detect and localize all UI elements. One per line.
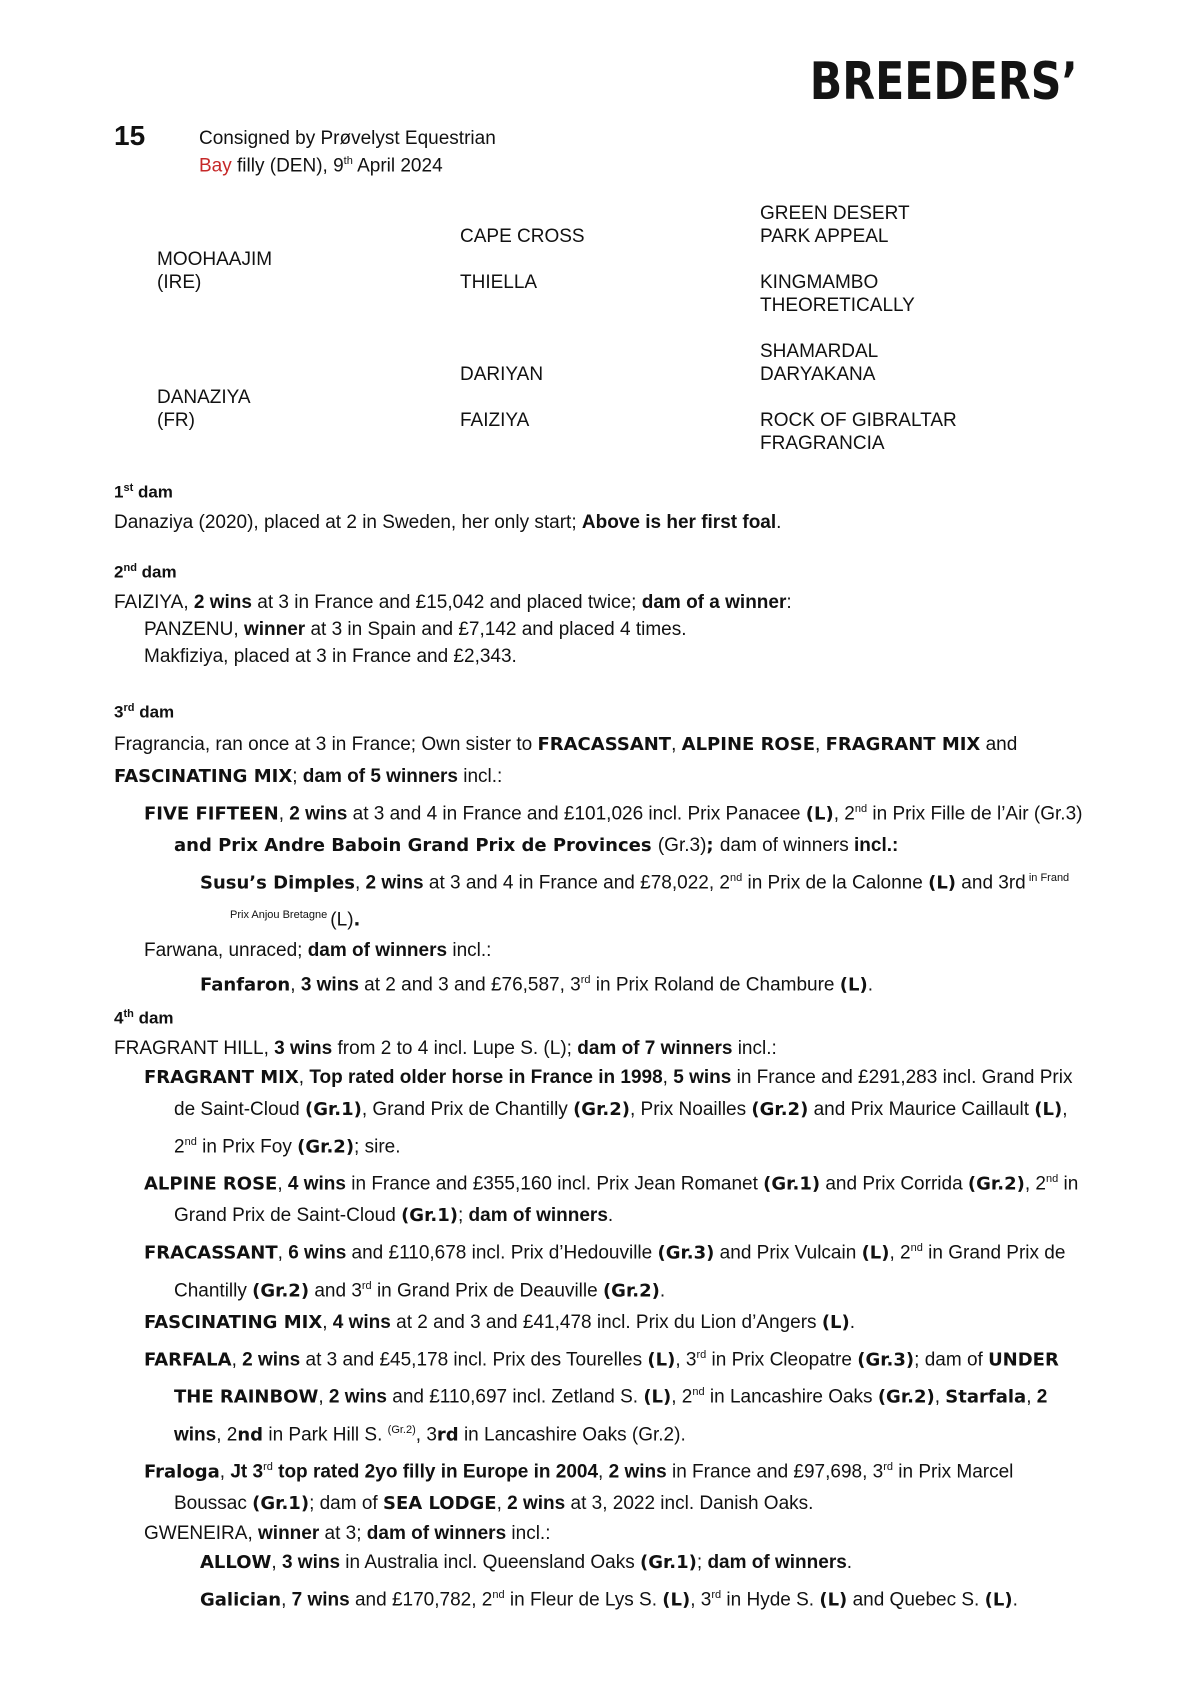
sire-country: (IRE) xyxy=(157,272,202,293)
sire-dam: THIELLA xyxy=(460,272,538,293)
sire xyxy=(157,248,272,294)
section-title: 2nd dam xyxy=(114,562,177,582)
section-title: 4th dam xyxy=(114,1008,174,1028)
third-dam-intro: Fragrancia, ran once at 3 in France; Own sister to FRACASSANT, ALPINE ROSE, FRAGRANT MIX and FASCINATING MIX; dam of 5 winners incl.: xyxy=(114,733,1018,787)
horse-description xyxy=(199,155,443,177)
g3-3: KINGMAMBO xyxy=(760,272,879,293)
consignor: Consigned by Prøvelyst Equestrian xyxy=(199,128,496,149)
alpine-rose-entry: ALPINE ROSE, 4 wins in France and £355,160 incl. Prix Jean Romanet (Gr.1) and Prix Corrida (Gr.2), 2nd in Grand Prix de Saint-Cloud (Gr.1); dam of winners. xyxy=(144,1172,1079,1227)
g3-1: GREEN DESERT xyxy=(760,203,910,224)
second-dam-section xyxy=(114,562,1084,670)
g3-6: DARYAKANA xyxy=(760,364,876,385)
fraloga-entry: Fraloga, Jt 3rd top rated 2yo filly in Europe in 2004, 2 wins in France and £97,698, 3rd in Prix Marcel Boussac (Gr.1); dam of SEA LODGE, 2 wins at 3, 2022 incl. Danish Oaks. xyxy=(144,1460,1014,1515)
fascinating-mix-entry: FASCINATING MIX, 4 wins at 2 and 3 and £41,478 incl. Prix du Lion d’Angers (L). xyxy=(144,1311,856,1333)
allow-entry: ALLOW, 3 wins in Australia incl. Queensland Oaks (Gr.1); dam of winners. xyxy=(200,1552,853,1574)
fragrant-mix-entry: FRAGRANT MIX, Top rated older horse in France in 1998, 5 wins in France and £291,283 incl. Grand Prix de Saint-Cloud (Gr.1), Grand Prix de Chantilly (Gr.2), Prix Noailles (Gr.2) and Prix Maurice Caillault (L), 2nd in Prix Foy (Gr.2); sire. xyxy=(144,1066,1073,1157)
birth-sup: th xyxy=(343,155,353,167)
sire-name: MOOHAAJIM xyxy=(157,249,273,270)
g3-7: ROCK OF GIBRALTAR xyxy=(760,410,957,431)
coat-color: Bay xyxy=(199,155,232,177)
description-text: filly (DEN), 9 xyxy=(231,155,344,177)
galician-entry: Galician, 7 wins and £170,782, 2nd in Fleur de Lys S. (L), 3rd in Hyde S. (L) and Quebec S. (L). xyxy=(200,1589,1018,1611)
gweneira-entry: GWENEIRA, winner at 3; dam of winners incl.: xyxy=(144,1523,551,1545)
g3-8: FRAGRANCIA xyxy=(760,433,885,454)
section-title: 1st dam xyxy=(114,482,173,502)
sire-sire: CAPE CROSS xyxy=(460,226,585,247)
makfiziya-line: Makfiziya, placed at 3 in France and £2,343. xyxy=(144,645,517,667)
panzenu-line: PANZENU, winner at 3 in Spain and £7,142 and placed 4 times. xyxy=(144,618,687,640)
third-dam-section xyxy=(114,702,1084,1001)
dam xyxy=(157,386,251,432)
five-fifteen-entry: FIVE FIFTEEN, 2 wins at 3 and 4 in France and £101,026 incl. Prix Panacee (L), 2nd in Prix Fille de l’Air (Gr.3) and Prix Andre Baboin Grand Prix de Provinces (Gr.3); dam of winners incl.: xyxy=(144,802,1083,856)
section-title: 3rd dam xyxy=(114,702,175,722)
g3-5: SHAMARDAL xyxy=(760,341,879,362)
dam-name: DANAZIYA xyxy=(157,387,251,408)
fracassant-entry: FRACASSANT, 6 wins and £110,678 incl. Prix d’Hedouville (Gr.3) and Prix Vulcain (L), 2nd in Grand Prix de Chantilly (Gr.2) and 3rd in Grand Prix de Deauville (Gr.2). xyxy=(144,1242,1066,1301)
fourth-dam-section xyxy=(114,1008,1084,1617)
farfala-entry: FARFALA, 2 wins at 3 and £45,178 incl. Prix des Tourelles (L), 3rd in Prix Cleopatre (Gr.3); dam of UNDER THE RAINBOW, 2 wins and £110,697 incl. Zetland S. (L), 2nd in Lancashire Oaks (Gr.2), Starfala, 2 wins, 2nd in Park Hill S. $^{(Gr.2)}$, 3rd in Lancashire Oaks (Gr.2). xyxy=(144,1348,1059,1445)
lot-number: 15 xyxy=(114,120,146,151)
g3-2: PARK APPEAL xyxy=(760,226,889,247)
farwana-entry: Farwana, unraced; dam of winners incl.: xyxy=(144,939,492,961)
fanfaron-entry: Fanfaron, 3 wins at 2 and 3 and £76,587, 3rd in Prix Roland de Chambure (L). xyxy=(200,973,873,995)
first-dam-section xyxy=(114,482,1084,536)
dam-country: (FR) xyxy=(157,410,195,431)
second-dam-text: FAIZIYA, 2 wins at 3 in France and £15,042 and placed twice; dam of a winner: xyxy=(114,591,792,613)
dam-sire: DARIYAN xyxy=(460,364,544,385)
first-dam-text: Danaziya (2020), placed at 2 in Sweden, her only start; Above is her first foal. xyxy=(114,511,782,533)
g3-4: THEORETICALLY xyxy=(760,295,915,316)
birth-text: April 2024 xyxy=(352,155,443,177)
susus-dimples-entry: Susu’s Dimples, 2 wins at 3 and 4 in France and £78,022, 2nd in Prix de la Calonne (L) and 3rd $^{in Frand Prix Anjou Bretagne}$ (L). xyxy=(200,871,1070,931)
dam-dam: FAIZIYA xyxy=(460,410,530,431)
breeders-logo: BREEDERS’ xyxy=(810,52,1078,112)
fourth-dam-intro: FRAGRANT HILL, 3 wins from 2 to 4 incl. Lupe S. (L); dam of 7 winners incl.: xyxy=(114,1037,777,1059)
